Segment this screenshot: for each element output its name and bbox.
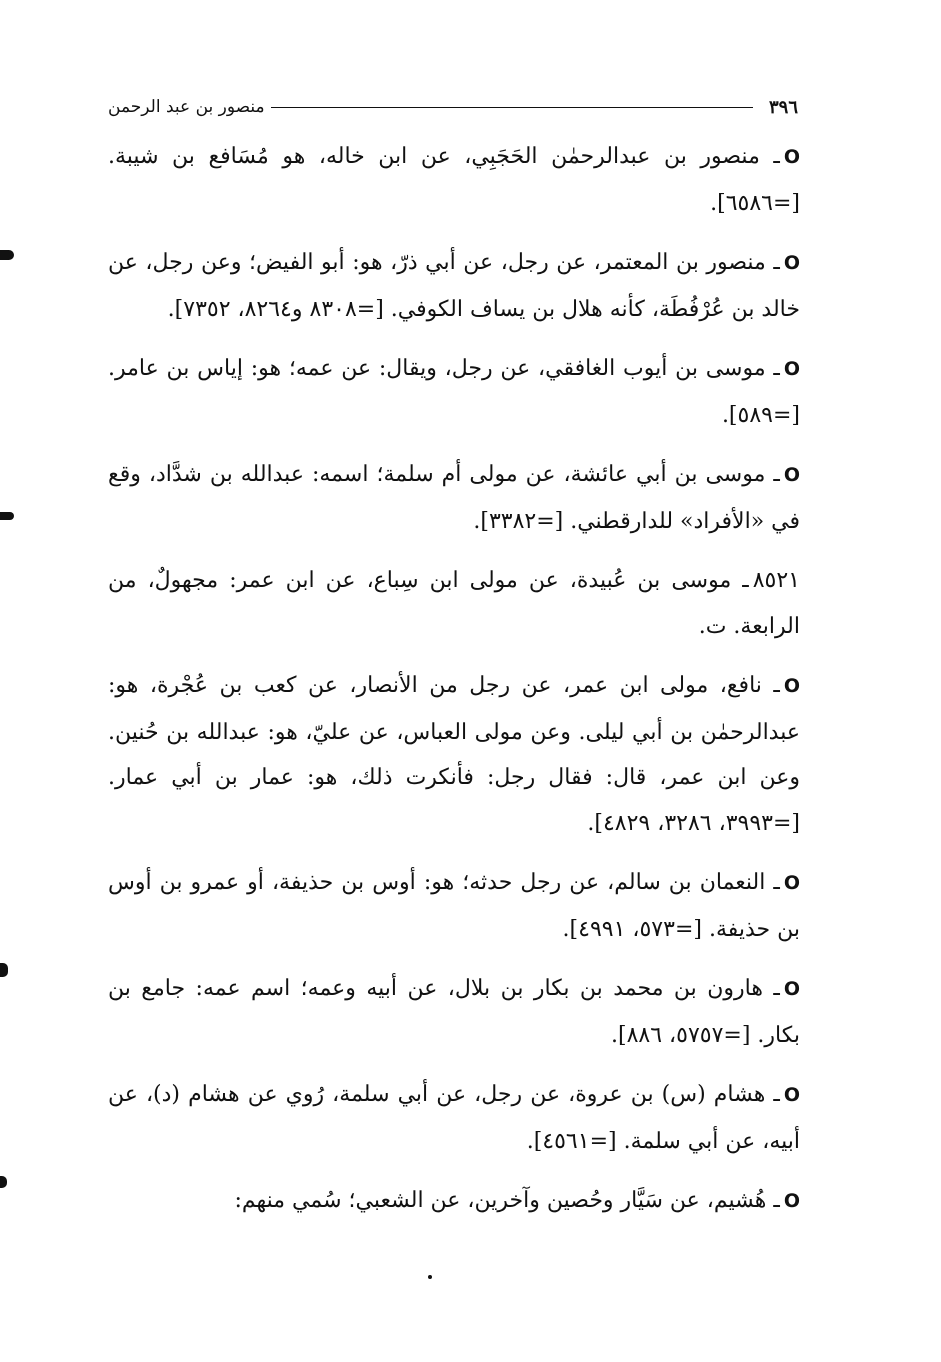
entry-3 (108, 346, 800, 438)
page-number: ٣٩٦ (768, 96, 798, 118)
entry-10 (108, 1178, 800, 1225)
entry-text: ـ هارون بن محمد بن بكار بن بلال، عن أبيه وعمه؛ اسم عمه: جامع بن بكار. [=٥٧٥٧، ٨٨٦]. (108, 976, 800, 1048)
entry-text: ـ النعمان بن سالم، عن رجل حدثه؛ هو: أوس بن حذيفة، أو عمرو بن أوس بن حذيفة. [=٥٧٣، ٤٩٩١]. (108, 870, 800, 942)
edge-mark (0, 512, 14, 520)
entry-6 (108, 663, 800, 846)
entry-text: ـ هُشيم، عن سَيَّار وحُصين وآخرين، عن الشعبي؛ سُمي منهم: (234, 1188, 780, 1213)
entry-text: ـ منصور بن عبدالرحمٰن الحَجَبِي، عن ابن خاله، هو مُسَافع بن شيبة. [=٦٥٨٦]. (108, 144, 800, 216)
entry-marker: O (783, 464, 800, 486)
entry-7 (108, 860, 800, 952)
entry-marker: O (783, 675, 800, 697)
entry-text: ـ هشام (س) بن عروة، عن رجل، عن أبي سلمة، رُوي عن هشام (د)، عن أبيه، عن أبي سلمة. [=٤٥٦١]. (108, 1082, 800, 1154)
entry-9 (108, 1072, 800, 1164)
entry-text: ـ نافع، مولى ابن عمر، عن رجل من الأنصار، عن كعب بن عُجْرة، هو: عبدالرحمٰن بن أبي ليلى. وعن مولى العباس، عن عليّ، هو: عبدالله بن حُنين. وعن ابن عمر، قال: فقال رجل: فأنكرت ذلك، هو: عمار بن أبي عمار. [=٣٩٩٣، ٣٢٨٦، ٤٨٢٩]. (108, 673, 800, 836)
entry-text: ـ موسى بن أيوب الغافقي، عن رجل، ويقال: عن عمه؛ هو: إياس بن عامر. [=٥٨٩]. (108, 356, 800, 428)
entry-marker: O (783, 1084, 800, 1106)
entry-number: ٨٥٢١ (752, 568, 800, 593)
entries-list (108, 134, 800, 1239)
page-dot (428, 1275, 432, 1279)
edge-mark (0, 1176, 7, 1188)
entry-5 (108, 558, 800, 649)
edge-mark (0, 963, 8, 977)
entry-marker: O (783, 358, 800, 380)
entry-text: ـ منصور بن المعتمر، عن رجل، عن أبي ذرّ، هو: أبو الفيض؛ وعن رجل، عن خالد بن عُرْفُطَة، كأنه هلال بن يساف الكوفي. [=٨٣٠٨ و٨٢٦٤، ٧٣٥٢]. (108, 250, 800, 322)
entry-2 (108, 240, 800, 332)
entry-marker: O (783, 1190, 800, 1212)
entry-text: ـ موسى بن عُبيدة، عن مولى ابن سِباع، عن ابن عمر: مجهولٌ، من الرابعة. ت. (108, 568, 800, 639)
entry-4 (108, 452, 800, 544)
running-title: منصور بن عبد الرحمن (108, 97, 265, 117)
entry-marker: O (783, 978, 801, 1000)
page-header (108, 94, 798, 120)
edge-mark (0, 250, 14, 260)
entry-1 (108, 134, 800, 226)
entry-8 (108, 966, 800, 1058)
entry-marker: O (783, 252, 800, 274)
entry-marker: O (783, 872, 800, 894)
header-rule (271, 107, 753, 108)
entry-text: ـ موسى بن أبي عائشة، عن مولى أم سلمة؛ اسمه: عبدالله بن شدَّاد، وقع في «الأفراد» للدارقطني. [=٣٣٨٢]. (108, 462, 800, 534)
entry-marker: O (783, 146, 800, 168)
